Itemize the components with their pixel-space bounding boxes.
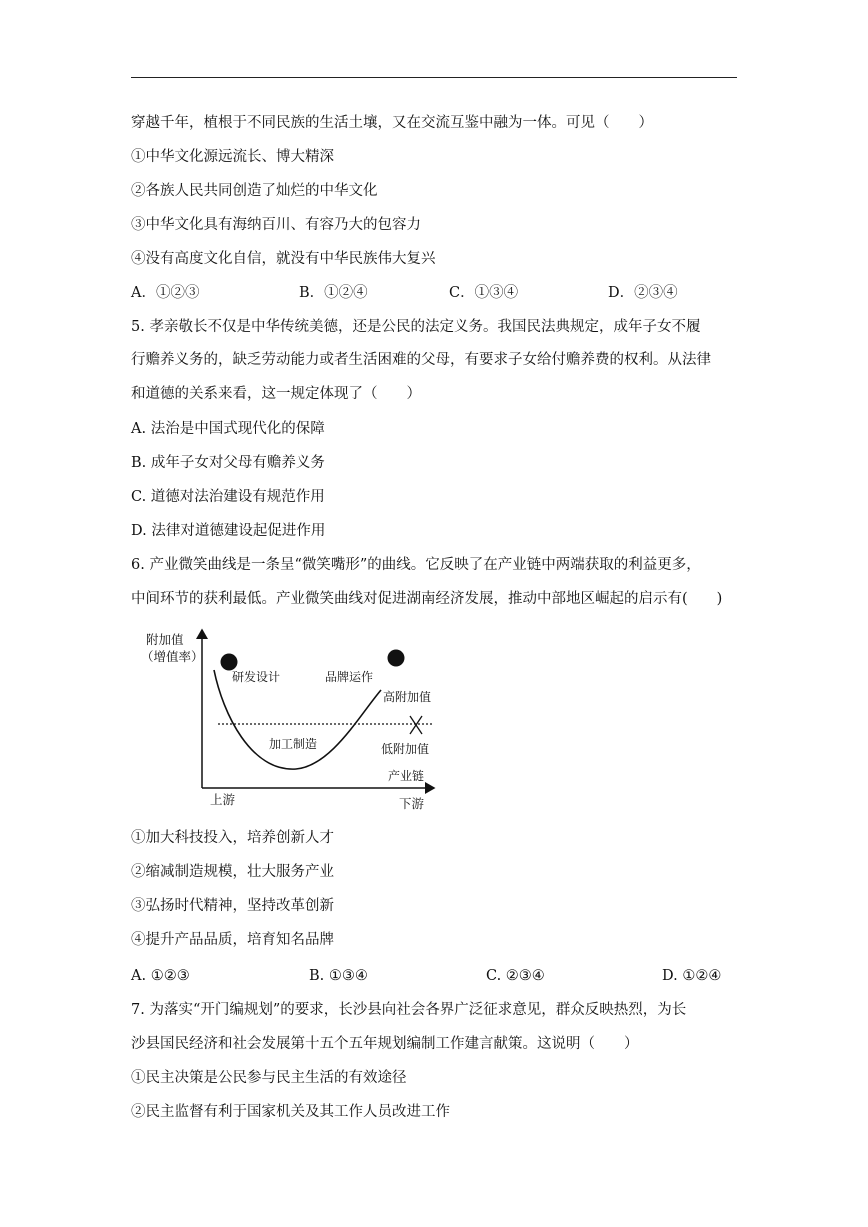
- q7-item-1: ①民主决策是公民参与民主生活的有效途径: [131, 1070, 407, 1086]
- q4-option-b[interactable]: B．①②④: [299, 285, 368, 301]
- q5-stem-line-1: 5. 孝亲敬长不仅是中华传统美德，还是公民的法定义务。我国民法典规定，成年子女不履: [131, 319, 701, 335]
- q4-item-1: ①中华文化源远流长、博大精深: [131, 149, 334, 165]
- q6-item-3: ③弘扬时代精神，坚持改革创新: [131, 898, 334, 914]
- x-start-label: 上游: [210, 792, 236, 807]
- smile-curve-figure: [141, 622, 451, 818]
- y-axis-label: 附加值: [146, 632, 184, 647]
- q5-option-c[interactable]: C. 道德对法治建设有规范作用: [131, 489, 325, 505]
- q4-item-3: ③中华文化具有海纳百川、有容乃大的包容力: [131, 217, 421, 233]
- q7-stem-line-1: 7. 为落实“开门编规划”的要求，长沙县向社会各界广泛征求意见，群众反映热烈，为长: [131, 1002, 687, 1018]
- q6-options: [131, 966, 737, 986]
- q5-stem-line-3: 和道德的关系来看，这一规定体现了（ ）: [131, 386, 421, 402]
- label-right: 品牌运作: [325, 670, 374, 684]
- q4-item-2: ②各族人民共同创造了灿烂的中华文化: [131, 183, 378, 199]
- y-axis-sublabel: （增值率）: [141, 649, 204, 664]
- smile-curve: [214, 670, 381, 769]
- label-high: 高附加值: [383, 690, 432, 704]
- q7-stem-line-2: 沙县国民经济和社会发展第十五个五年规划编制工作建言献策。这说明（ ）: [131, 1036, 639, 1052]
- q4-options: [131, 283, 737, 303]
- q4-option-d[interactable]: D．②③④: [608, 285, 678, 301]
- q6-option-a[interactable]: A. ①②③: [131, 968, 190, 984]
- dot-left: [221, 654, 238, 671]
- q6-stem-line-2: 中间环节的获利最低。产业微笑曲线对促进湖南经济发展，推动中部地区崛起的启示有( ): [131, 591, 723, 607]
- q6-item-1: ①加大科技投入，培养创新人才: [131, 830, 334, 846]
- q6-item-4: ④提升产品品质，培育知名品牌: [131, 932, 334, 948]
- x-end-label: 下游: [399, 796, 425, 811]
- header-rule: [131, 77, 737, 78]
- q4-item-4: ④没有高度文化自信，就没有中华民族伟大复兴: [131, 251, 436, 267]
- q7-item-2: ②民主监督有利于国家机关及其工作人员改进工作: [131, 1104, 450, 1120]
- label-left: 研发设计: [232, 670, 281, 684]
- q6-item-2: ②缩减制造规模，壮大服务产业: [131, 864, 334, 880]
- q5-stem-line-2: 行赡养义务的，缺乏劳动能力或者生活困难的父母，有要求子女给付赡养费的权利。从法律: [131, 352, 711, 368]
- q5-option-b[interactable]: B. 成年子女对父母有赡养义务: [131, 455, 325, 471]
- q6-option-b[interactable]: B. ①③④: [309, 968, 368, 984]
- q5-option-a[interactable]: A. 法治是中国式现代化的保障: [131, 421, 325, 437]
- label-mid: 加工制造: [269, 737, 318, 751]
- dot-right: [388, 650, 405, 667]
- q4-option-c[interactable]: C．①③④: [449, 285, 519, 301]
- q6-stem-line-1: 6. 产业微笑曲线是一条呈“微笑嘴形”的曲线。它反映了在产业链中两端获取的利益更多，: [131, 557, 701, 573]
- label-low: 低附加值: [381, 742, 430, 756]
- q5-option-d[interactable]: D. 法律对道德建设起促进作用: [131, 523, 326, 539]
- q6-option-c[interactable]: C. ②③④: [486, 968, 545, 984]
- x-axis-label: 产业链: [388, 769, 425, 783]
- q6-option-d[interactable]: D. ①②④: [662, 968, 722, 984]
- q4-stem: 穿越千年，植根于不同民族的生活土壤，又在交流互鉴中融为一体。可见（ ）: [131, 115, 653, 131]
- q4-option-a[interactable]: A．①②③: [131, 285, 200, 301]
